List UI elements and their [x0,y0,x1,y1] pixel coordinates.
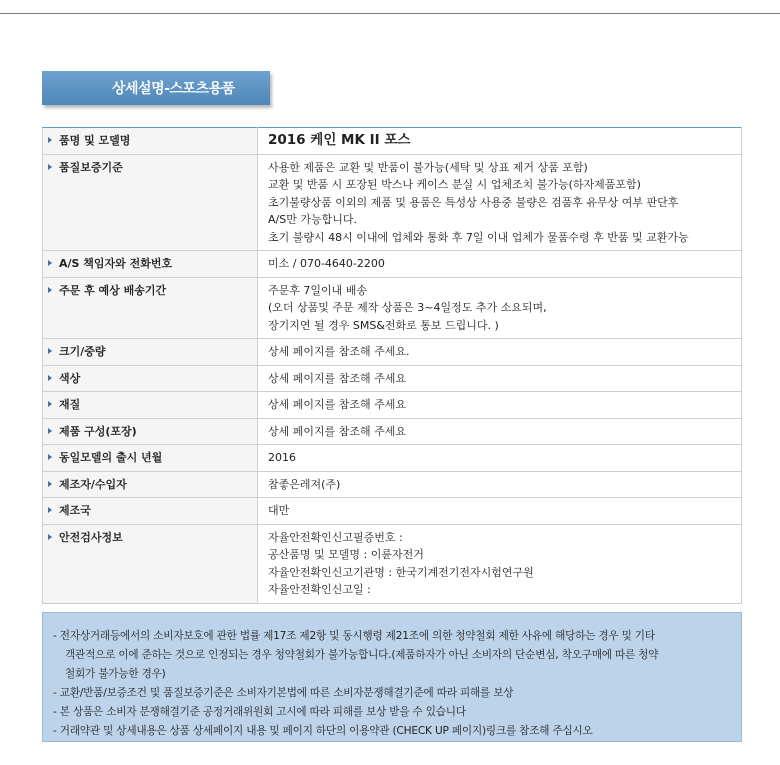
row-value-line: 대만 [268,504,290,517]
info-row [43,251,742,278]
row-value-line: 2016 [268,451,296,464]
row-value-line: 상세 페이지를 참조해 주세요. [268,345,410,358]
row-label-cell [43,251,258,278]
notice-line: 철회가 불가능한 경우) [65,668,166,680]
row-label-cell [43,339,258,366]
row-label-cell [43,524,258,603]
row-label: 제조국 [59,504,91,517]
notice-line: - 교환/반품/보증조건 및 품질보증기준은 소비자기본법에 따른 소비자분쟁해결기준에 따라 피해를 보상 [53,687,514,699]
bullet-arrow-icon [48,137,52,143]
row-value-cell [258,418,742,445]
row-value-line: 상세 페이지를 참조해 주세요 [268,398,407,411]
row-label: 재질 [59,398,81,411]
row-value-line: (오더 상품및 주문 제작 상품은 3~4일정도 추가 소요되며, [268,301,547,314]
notice-line: 객관적으로 이에 준하는 것으로 인정되는 경우 청약철회가 불가능합니다.(제품하자가 아닌 소비자의 단순변심, 착오구매에 따른 청약 [65,649,659,661]
info-row [43,524,742,603]
row-value-line: 장기지연 될 경우 SMS&전화로 통보 드립니다. ) [268,318,499,332]
bullet-arrow-icon [48,454,52,460]
row-value-line: 상세 페이지를 참조해 주세요 [268,371,407,385]
info-row [43,339,742,366]
info-row [43,128,742,155]
row-value-line: 사용한 제품은 교환 및 반품이 불가능(세탁 및 상표 제거 상품 포함) [268,160,588,174]
bullet-arrow-icon [48,375,52,381]
row-value-line: 주문후 7일이내 배송 [268,283,367,297]
row-label-cell [43,392,258,419]
row-value-cell [258,524,742,603]
notice-line: - 전자상거래등에서의 소비자보호에 관한 법률 제17조 제2항 및 동시행령 제21조에 의한 청약철회 제한 사유에 해당하는 경우 및 기타 [53,630,655,642]
bullet-arrow-icon [48,534,52,540]
bullet-arrow-icon [48,428,52,434]
product-info-table [42,127,742,604]
info-row [43,498,742,525]
info-row [43,471,742,498]
row-label: 품질보증기준 [59,160,123,174]
row-value-line: 교환 및 반품 시 포장된 박스나 케이스 분실 시 업체조치 불가능(하자제품포함) [268,178,641,191]
bullet-arrow-icon [48,287,52,293]
row-label-cell [43,365,258,392]
row-label-cell [43,471,258,498]
row-value-cell [258,277,742,339]
row-label-cell [43,154,258,251]
top-divider [0,13,780,14]
row-value-line: 참좋은레져(주) [268,477,341,491]
row-value-cell [258,365,742,392]
bullet-arrow-icon [48,260,52,266]
row-value-line: A/S만 가능합니다. [268,213,357,226]
notice-box [42,612,742,742]
row-value-cell [258,128,742,155]
row-value-line: 미소 / 070-4640-2200 [268,257,385,270]
row-value-line: 자율안전확인신고기관명 : 한국기계전기전자시험연구원 [268,565,534,579]
bullet-arrow-icon [48,164,52,170]
row-label: 크기/중량 [59,345,106,358]
row-label-cell [43,445,258,472]
row-label: 색상 [59,371,81,385]
row-label-cell [43,418,258,445]
row-value-line: 상세 페이지를 참조해 주세요 [268,424,407,438]
row-value-line: 자율안전확인신고필증번호 : [268,530,403,544]
notice-line: - 거래약관 및 상세내용은 상품 상세페이지 내용 및 페이지 하단의 이용약관 (CHECK UP 페이지)링크를 참조해 주십시오 [53,725,593,737]
row-label-cell [43,498,258,525]
row-label-cell [43,277,258,339]
row-value-cell [258,339,742,366]
row-label: 제조자/수입자 [59,477,127,491]
info-row [43,277,742,339]
bullet-arrow-icon [48,401,52,407]
bullet-arrow-icon [48,507,52,513]
bullet-arrow-icon [48,481,52,487]
info-row [43,365,742,392]
info-row [43,154,742,251]
row-value-cell [258,498,742,525]
row-value-cell [258,154,742,251]
row-label: A/S 책임자와 전화번호 [59,257,173,270]
info-row [43,392,742,419]
row-label: 안전검사정보 [59,530,123,544]
row-label-cell [43,128,258,155]
product-info-body [43,128,742,604]
row-value-line: 초기 불량시 48시 이내에 업체와 통화 후 7일 이내 업체가 물품수령 후 반품 및 교환가능 [268,230,689,244]
bullet-arrow-icon [48,348,52,354]
row-value-line: 자율안전확인신고일 : [268,583,371,596]
section-title: 상세설명-스포츠용품 [42,71,270,105]
row-value-cell [258,392,742,419]
product-name: 2016 케인 MK II 포스 [268,132,411,148]
row-label: 동일모델의 출시 년월 [59,451,163,464]
row-label: 주문 후 예상 배송기간 [59,283,167,297]
info-row [43,445,742,472]
row-label: 품명 및 모델명 [59,134,131,147]
row-label: 제품 구성(포장) [59,424,137,438]
row-value-cell [258,251,742,278]
notice-line: - 본 상품은 소비자 분쟁해결기준 공정거래위원회 고시에 따라 피해를 보상 받을 수 있습니다 [53,706,466,718]
row-value-cell [258,471,742,498]
info-row [43,418,742,445]
row-value-line: 초기불량상품 이외의 제품 및 용품은 특성상 사용중 불량은 검품후 유무상 여부 판단후 [268,195,679,209]
row-value-line: 공산품명 및 모델명 : 이륜자전거 [268,548,424,561]
row-value-cell [258,445,742,472]
